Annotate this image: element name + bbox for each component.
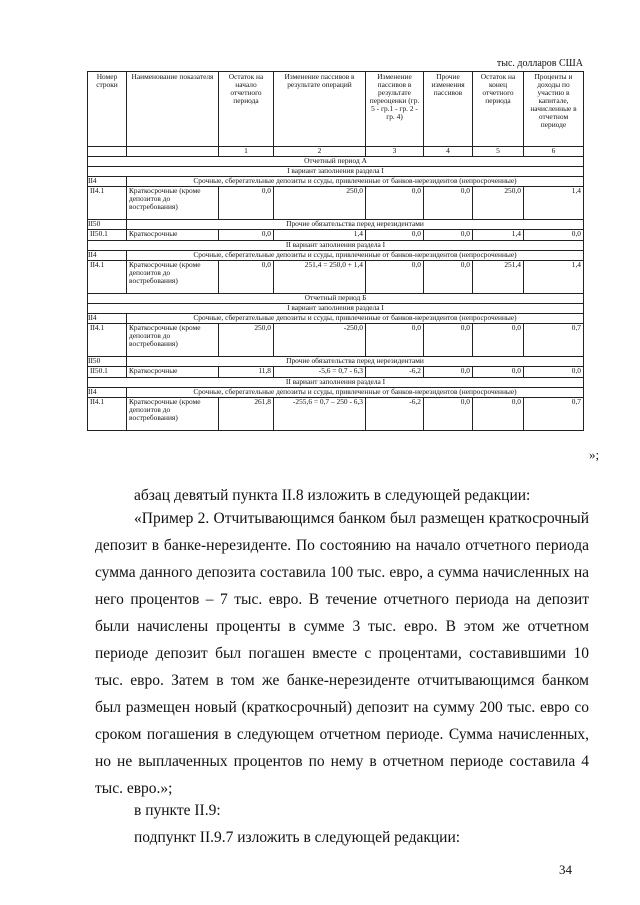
table-row: [88, 187, 584, 220]
indicator-name: Краткосрочные: [127, 230, 219, 241]
indicator-name: Краткосрочные (кроме депозитов до востребования): [127, 187, 219, 220]
table-cell: 0,0: [424, 261, 473, 294]
row-code: II50: [88, 220, 127, 230]
table-cell: -5,6 = 0,7 - 6,3: [274, 367, 366, 378]
section-row: [88, 177, 584, 187]
paragraph-example-2: «Пример 2. Отчитывающимся банком был размещен краткосрочный депозит в банке-нерезиденте. По состоянию на начало отчетного периода сумма данного депозита составила 100 тыс. евро, а сумма начисленных на него процентов – 7 тыс. евро. В течение отчетного периода на депозит были начислены проценты в сумме 3 тыс. евро. В этом же отчетном периоде депозит был погашен вместе с процентами, составившими 10 тыс. евро. Затем в том же банке-нерезиденте отчитывающимся банком был размещен новый (краткосрочный) депозит на сумму 200 тыс. евро со сроком погашения в следующем отчетном периоде. Сумма начисленных, но не выплаченных процентов по нему в отчетном периоде составила 4 тыс. евро.»;: [95, 510, 589, 797]
column-number: 2: [274, 147, 366, 157]
period-label: I вариант заполнения раздела I: [88, 304, 584, 314]
header-row: [88, 72, 584, 147]
table-cell: 0,0: [424, 187, 473, 220]
section-title: Срочные, сберегательные депозиты и ссуды, привлеченные от банков-нерезидентов (непросроченные): [127, 177, 584, 187]
section-title: Срочные, сберегательные депозиты и ссуды, привлеченные от банков-нерезидентов (непросроченные): [127, 251, 584, 261]
column-header: Номер строки: [88, 72, 127, 147]
table-cell: 261,8: [219, 398, 274, 431]
row-code: II50.1: [88, 367, 127, 378]
table-cell: 250,0: [473, 187, 524, 220]
column-header: Изменение пассивов в результате переоценки (гр. 5 - гр.1 - гр. 2 - гр. 4): [366, 72, 424, 147]
data-table: [87, 71, 584, 431]
section-title: Прочие обязательства перед нерезидентами: [127, 220, 584, 230]
period-row: [88, 167, 584, 177]
section-title: Прочие обязательства перед нерезидентами: [127, 357, 584, 367]
page-number: 34: [559, 862, 572, 877]
column-number: 4: [424, 147, 473, 157]
column-number: 1: [219, 147, 274, 157]
row-code: II4.1: [88, 187, 127, 220]
column-header: Проценты и доходы по участию в капитале, начисленные в отчетном периоде: [524, 72, 584, 147]
table-cell: 0,0: [219, 187, 274, 220]
table-cell: 0,0: [424, 367, 473, 378]
indicator-name: Краткосрочные (кроме депозитов до востребования): [127, 324, 219, 357]
paragraph-subitem-ii97: подпункт II.9.7 изложить в следующей редакции:: [134, 829, 461, 846]
row-code: II4.1: [88, 398, 127, 431]
table-cell: 251,4: [473, 261, 524, 294]
table-cell: -6,2: [366, 367, 424, 378]
table-cell: -6,2: [366, 398, 424, 431]
section-row: [88, 220, 584, 230]
table-row: [88, 261, 584, 294]
table-cell: 0,0: [524, 367, 584, 378]
period-row: [88, 304, 584, 314]
table-cell: 0,0: [473, 367, 524, 378]
table-cell: 1,4: [524, 261, 584, 294]
period-label: Отчетный период А: [88, 157, 584, 167]
table-cell: -255,6 = 0,7 – 250 - 6,3: [274, 398, 366, 431]
paragraph-amend-ii8: абзац девятый пункта II.8 изложить в следующей редакции:: [134, 487, 531, 504]
row-code: II4: [88, 177, 127, 187]
indicator-name: Краткосрочные (кроме депозитов до востребования): [127, 261, 219, 294]
section-title: Срочные, сберегательные депозиты и ссуды, привлеченные от банков-нерезидентов (непросроченные): [127, 388, 584, 398]
table-row: [88, 324, 584, 357]
table-cell: 250,0: [274, 187, 366, 220]
table-row: [88, 398, 584, 431]
table-cell: 1,4: [524, 187, 584, 220]
table-cell: 0,0: [219, 230, 274, 241]
period-label: II вариант заполнения раздела I: [88, 378, 584, 388]
table-cell: 0,0: [424, 324, 473, 357]
column-number: 5: [473, 147, 524, 157]
table-cell: 0,0: [473, 398, 524, 431]
section-row: [88, 357, 584, 367]
table-body: [88, 157, 584, 431]
column-header: Остаток на начало отчетного периода: [219, 72, 274, 147]
column-header: Остаток на конец отчетного периода: [473, 72, 524, 147]
column-number-row: [88, 147, 584, 157]
table-cell: 11,8: [219, 367, 274, 378]
section-row: [88, 388, 584, 398]
column-number: 6: [524, 147, 584, 157]
period-label: Отчетный период Б: [88, 294, 584, 304]
table-cell: 0,0: [524, 230, 584, 241]
table-cell: 0,7: [524, 324, 584, 357]
table-cell: 0,0: [473, 324, 524, 357]
period-row: [88, 378, 584, 388]
column-number: [88, 147, 127, 157]
table-cell: 1,4: [274, 230, 366, 241]
closing-quote: »;: [589, 447, 600, 462]
period-row: [88, 157, 584, 167]
table-cell: 1,4: [473, 230, 524, 241]
row-code: II4: [88, 251, 127, 261]
table-cell: 0,0: [366, 187, 424, 220]
column-header: Прочие изменения пассивов: [424, 72, 473, 147]
column-number: 3: [366, 147, 424, 157]
row-code: II50.1: [88, 230, 127, 241]
row-code: II4.1: [88, 261, 127, 294]
indicator-name: Краткосрочные (кроме депозитов до востребования): [127, 398, 219, 431]
row-code: II50: [88, 357, 127, 367]
table-cell: 0,0: [424, 230, 473, 241]
table-cell: 0,0: [219, 261, 274, 294]
table-cell: 250,0: [219, 324, 274, 357]
table-cell: 0,0: [366, 324, 424, 357]
column-number: [127, 147, 219, 157]
section-title: Срочные, сберегательные депозиты и ссуды, привлеченные от банков-нерезидентов (непросроченные): [127, 314, 584, 324]
section-row: [88, 314, 584, 324]
unit-label: тыс. долларов США: [496, 58, 583, 69]
paragraph-item-ii9: в пункте II.9:: [134, 802, 221, 819]
period-row: [88, 241, 584, 251]
column-header: Наименование показателя: [127, 72, 219, 147]
period-row: [88, 294, 584, 304]
table-row: [88, 367, 584, 378]
row-code: II4: [88, 314, 127, 324]
row-code: II4: [88, 388, 127, 398]
period-label: II вариант заполнения раздела I: [88, 241, 584, 251]
section-row: [88, 251, 584, 261]
table-cell: 0,0: [366, 261, 424, 294]
table-cell: 0,0: [424, 398, 473, 431]
indicator-name: Краткосрочные: [127, 367, 219, 378]
table-cell: 251,4 = 250,0 + 1,4: [274, 261, 366, 294]
table-cell: -250,0: [274, 324, 366, 357]
table-cell: 0,0: [366, 230, 424, 241]
period-label: I вариант заполнения раздела I: [88, 167, 584, 177]
column-header: Изменение пассивов в результате операций: [274, 72, 366, 147]
row-code: II4.1: [88, 324, 127, 357]
table-cell: 0,7: [524, 398, 584, 431]
table-row: [88, 230, 584, 241]
